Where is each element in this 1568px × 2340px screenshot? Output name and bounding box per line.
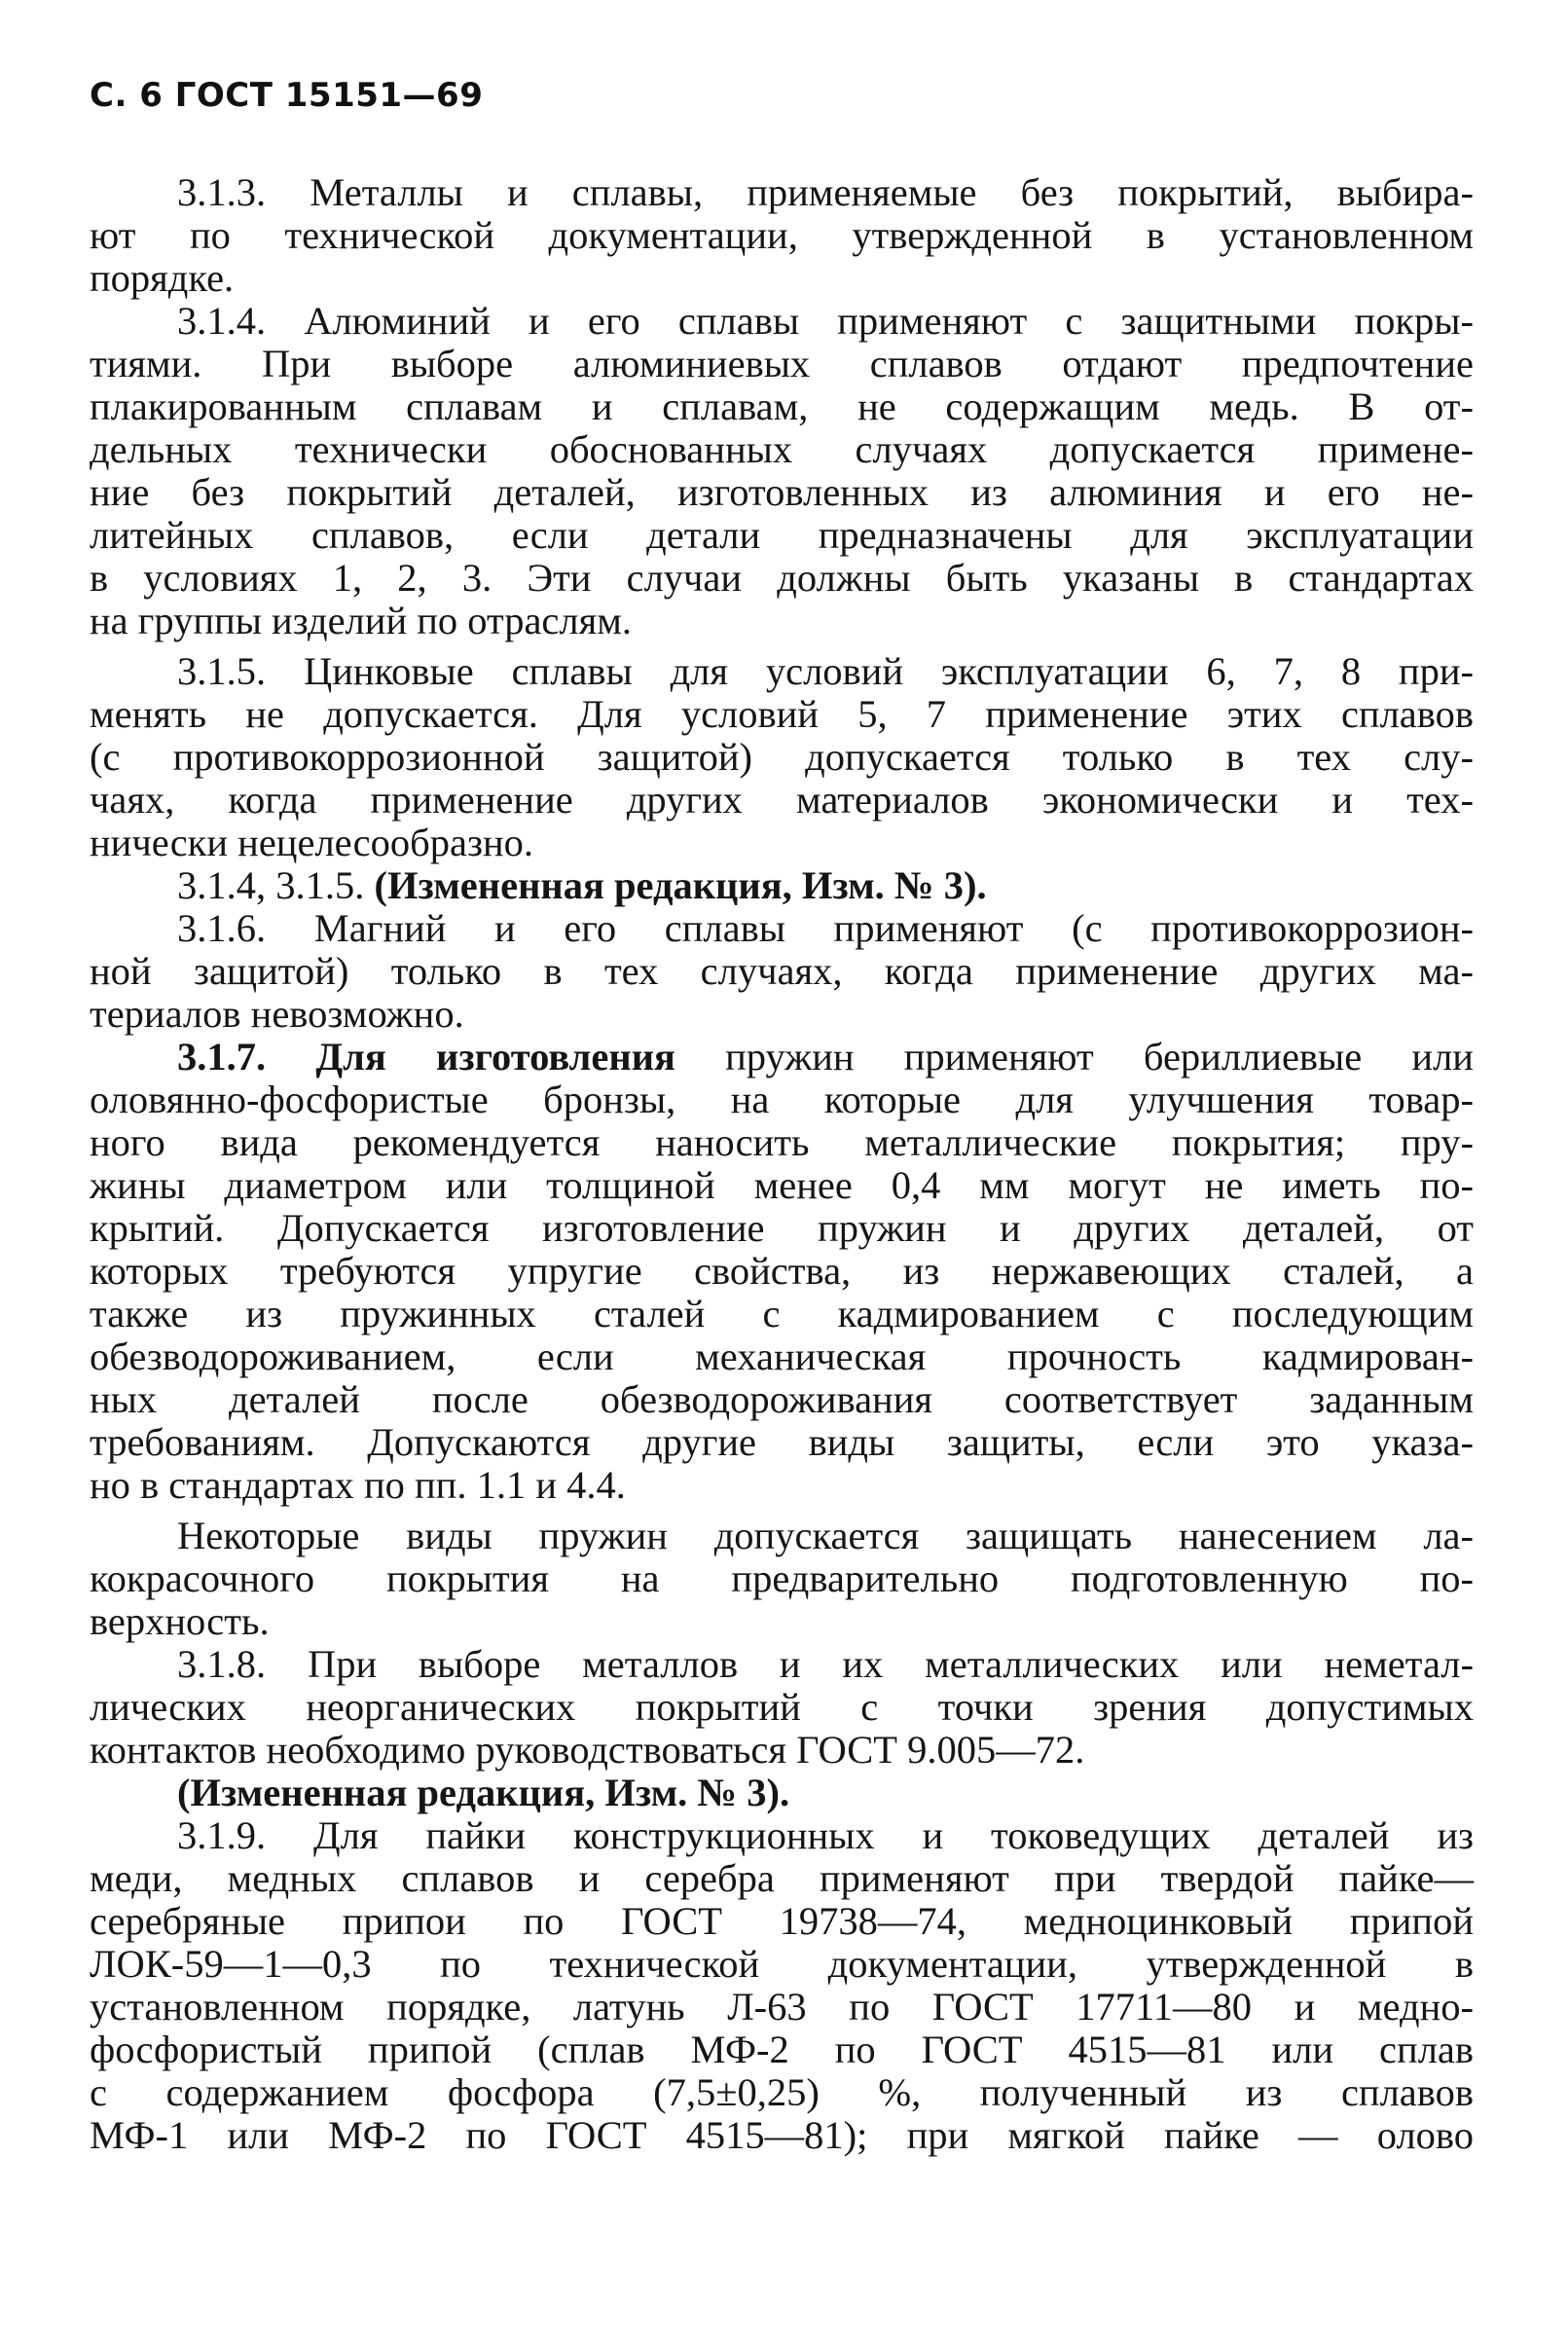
text-line: верхность. <box>90 1599 270 1643</box>
text-line: порядке. <box>90 256 235 300</box>
text-line: 3.1.3. Металлы и сплавы, применяемые без покрытий, выбира- <box>177 170 1474 214</box>
text-line: 3.1.5. Цинковые сплавы для условий эксплуатации 6, 7, 8 при- <box>177 649 1474 693</box>
text-line: 3.1.6. Магний и его сплавы применяют (с противокоррозион- <box>177 906 1474 950</box>
amendment-clauses: 3.1.4, 3.1.5. <box>177 863 375 907</box>
text-line: лических неорганических покрытий с точки зрения допустимых <box>90 1685 1474 1729</box>
text-line: контактов необходимо руководствоваться ГОСТ 9.005—72. <box>90 1728 1085 1772</box>
text-line: менять не допускается. Для условий 5, 7 применение этих сплавов <box>90 692 1474 736</box>
text-line: фосфористый припой (сплав МФ-2 по ГОСТ 4515—81 или сплав <box>90 2028 1474 2071</box>
line-rest: пружин применяют бериллиевые или <box>675 1035 1474 1079</box>
text-line: с содержанием фосфора (7,5±0,25) %, полученный из сплавов <box>90 2070 1474 2114</box>
text-line: которых требуются упругие свойства, из нержавеющих сталей, а <box>90 1249 1474 1293</box>
text-line: чаях, когда применение других материалов экономически и тех- <box>90 778 1474 822</box>
text-line: ние без покрытий деталей, изготовленных из алюминия и его не- <box>90 470 1474 514</box>
text-line: крытий. Допускается изготовление пружин и других деталей, от <box>90 1206 1474 1250</box>
text-line: на группы изделий по отраслям. <box>90 599 632 642</box>
text-line: но в стандартах по пп. 1.1 и 4.4. <box>90 1463 626 1507</box>
text-line: Некоторые виды пружин допускается защищать нанесением ла- <box>177 1514 1474 1557</box>
text-line: меди, медных сплавов и серебра применяют при твердой пайке— <box>90 1856 1474 1900</box>
text-line: ной защитой) только в тех случаях, когда применение других ма- <box>90 949 1474 993</box>
running-header: С. 6 ГОСТ 15151—69 <box>90 76 484 115</box>
text-line: ных деталей после обезводороживания соответствует заданным <box>90 1377 1474 1421</box>
text-line-3-1-7 <box>177 1036 1474 1079</box>
text-line: ют по технической документации, утвержденной в установленном <box>90 213 1474 257</box>
text-line: дельных технически обоснованных случаях допускается примене- <box>90 427 1474 471</box>
text-line: 3.1.9. Для пайки конструкционных и токоведущих деталей из <box>177 1813 1474 1857</box>
text-line: кокрасочного покрытия на предварительно подготовленную по- <box>90 1556 1474 1600</box>
text-line: тиями. При выборе алюминиевых сплавов отдают предпочтение <box>90 342 1474 385</box>
text-line: (с противокоррозионной защитой) допускается только в тех слу- <box>90 735 1474 779</box>
text-line: требованиям. Допускаются другие виды защиты, если это указа- <box>90 1420 1474 1464</box>
amendment-label: (Измененная редакция, Изм. № 3). <box>374 863 987 907</box>
text-line: оловянно-фосфористые бронзы, на которые для улучшения товар- <box>90 1078 1474 1121</box>
text-line: 3.1.4. Алюминий и его сплавы применяют с защитными покры- <box>177 299 1474 343</box>
bold-lead: 3.1.7. Для изготовления <box>177 1035 675 1079</box>
text-line: 3.1.8. При выборе металлов и их металлических или неметал- <box>177 1642 1474 1686</box>
text-line: териалов невозможно. <box>90 992 464 1036</box>
text-line: нически нецелесообразно. <box>90 821 534 864</box>
text-line: жины диаметром или толщиной менее 0,4 мм могут не иметь по- <box>90 1163 1474 1207</box>
text-line: в условиях 1, 2, 3. Эти случаи должны быть указаны в стандартах <box>90 556 1474 600</box>
amendment-note <box>177 864 1474 907</box>
text-line: ЛОК-59—1—0,3 по технической документации, утвержденной в <box>90 1942 1474 1986</box>
text-line: МФ-1 или МФ-2 по ГОСТ 4515—81); при мягкой пайке — олово <box>90 2113 1474 2157</box>
text-line: литейных сплавов, если детали предназначены для эксплуатации <box>90 513 1474 557</box>
text-line: ного вида рекомендуется наносить металлические покрытия; пру- <box>90 1120 1474 1164</box>
text-line: плакированным сплавам и сплавам, не содержащим медь. В от- <box>90 384 1474 428</box>
text-line: обезводороживанием, если механическая прочность кадмирован- <box>90 1335 1474 1378</box>
text-line: серебряные припои по ГОСТ 19738—74, медноцинковый припой <box>90 1899 1474 1943</box>
text-line: также из пружинных сталей с кадмированием с последующим <box>90 1292 1474 1335</box>
text-line: установленном порядке, латунь Л-63 по ГОСТ 17711—80 и медно- <box>90 1985 1474 2029</box>
amendment-label: (Измененная редакция, Изм. № 3). <box>177 1771 790 1814</box>
